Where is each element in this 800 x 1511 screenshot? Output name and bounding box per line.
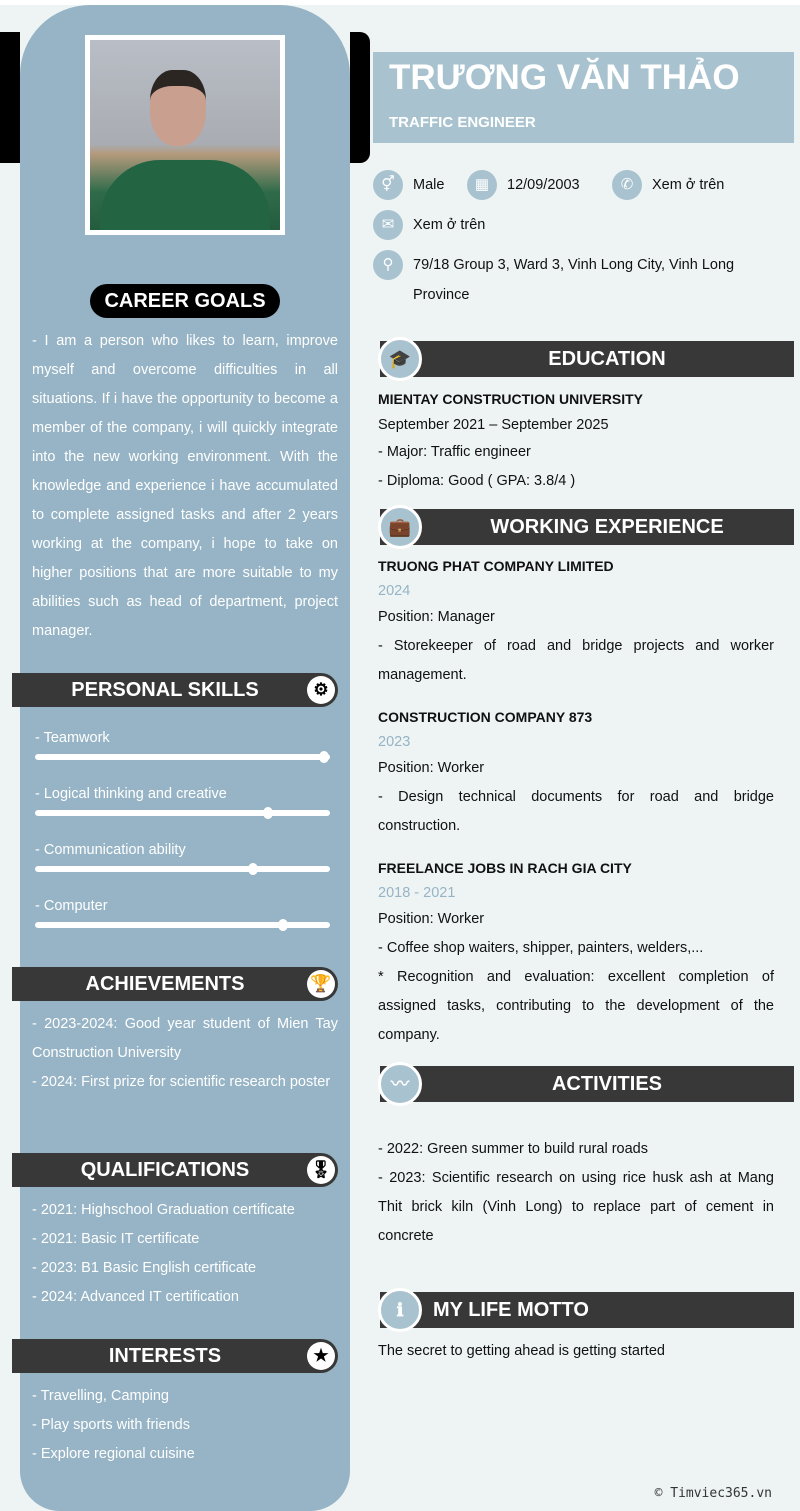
job-description: - Coffee shop waiters, shipper, painters, welders,... [378, 940, 704, 956]
skill-label: - Communication ability [35, 842, 186, 858]
skill-label: - Logical thinking and creative [35, 786, 227, 802]
interest-item: - Explore regional cuisine [32, 1446, 195, 1462]
interests-heading [12, 1339, 338, 1373]
qualification-item: - 2024: Advanced IT certification [32, 1289, 239, 1305]
achievements-title: ACHIEVEMENTS [85, 973, 245, 995]
motto-title: MY LIFE MOTTO [433, 1299, 589, 1321]
skill-slider[interactable] [35, 810, 330, 816]
motto-text: The secret to getting ahead is getting started [378, 1343, 665, 1359]
job-period: 2018 - 2021 [378, 885, 456, 901]
gender-value: Male [413, 177, 445, 193]
birthday-value: 12/09/2003 [507, 177, 580, 193]
achievement-item: - 2024: First prize for scientific research poster [32, 1074, 331, 1090]
interest-item: - Play sports with friends [32, 1417, 190, 1433]
job-description: - Design technical documents for road and bridge construction. [378, 789, 774, 834]
education-heading [380, 341, 794, 377]
activities-title: ACTIVITIES [551, 1073, 662, 1095]
motto-heading [380, 1292, 794, 1328]
decor-bar-left [0, 32, 20, 163]
candidate-name: TRƯƠNG VĂN THẢO [389, 58, 740, 97]
qualification-item: - 2023: B1 Basic English certificate [32, 1260, 257, 1276]
school-name: MIENTAY CONSTRUCTION UNIVERSITY [378, 391, 643, 407]
interests-list [32, 1382, 195, 1469]
qualifications-title: QUALIFICATIONS [80, 1159, 250, 1181]
qualification-item: - 2021: Highschool Graduation certificate [32, 1202, 295, 1218]
email-value: Xem ở trên [413, 217, 486, 233]
job-position: Position: Manager [378, 609, 495, 625]
job-company: CONSTRUCTION COMPANY 873 [378, 709, 593, 725]
phone-icon: ✆ [612, 170, 642, 200]
activities-text: - 2022: Green summer to build rural roads - 2023: Scientific research on using rice husk ash at Mang Thit brick kiln (Vinh Long) to replace part of cement in concrete [378, 1141, 774, 1244]
skills-title: PERSONAL SKILLS [71, 679, 259, 701]
header-band [373, 52, 794, 143]
job-period: 2023 [378, 734, 411, 750]
qualifications-list [32, 1196, 295, 1312]
phone-value: Xem ở trên [652, 177, 725, 193]
profile-photo [85, 35, 285, 235]
career-goals-heading: CAREER GOALS [90, 284, 280, 318]
email-icon: ✉ [373, 210, 403, 240]
skill-slider-knob[interactable] [263, 807, 273, 819]
info-icon: ℹ [378, 1288, 422, 1332]
interests-title: INTERESTS [108, 1345, 222, 1367]
briefcase-icon: 💼 [378, 505, 422, 549]
skill-slider[interactable] [35, 754, 330, 760]
skill-slider[interactable] [35, 866, 330, 872]
education-line: - Diploma: Good ( GPA: 3.8/4 ) [378, 473, 576, 489]
address-value: 79/18 Group 3, Ward 3, Vinh Long City, Vinh Long Province [413, 257, 735, 303]
job-position: Position: Worker [378, 911, 485, 927]
job-period: 2024 [378, 583, 411, 599]
experience-heading [380, 509, 794, 545]
education-title: EDUCATION [548, 348, 666, 370]
job-company: TRUONG PHAT COMPANY LIMITED [378, 558, 614, 574]
job-description: - Storekeeper of road and bridge projects and worker management. [378, 638, 774, 683]
job-recognition: * Recognition and evaluation: excellent completion of assigned tasks, contributing to the development of the company. [378, 969, 774, 1043]
qualification-item: - 2021: Basic IT certificate [32, 1231, 200, 1247]
skill-label: - Computer [35, 898, 108, 914]
star-icon: ★ [307, 1342, 335, 1370]
achievement-item: - 2023-2024: Good year student of Mien Tay Construction University [32, 1016, 338, 1061]
career-goals-text: - I am a person who likes to learn, improve myself and overcome difficulties in all situations. If i have the opportunity to become a member of the company, i will quickly integrate into the new working environment. With the knowledge and experience i have accumulated to complete assigned tasks and after 2 years working at the company, i hope to take on higher positions that are more suitable to my abilities such as head of department, project manager. [32, 333, 338, 639]
job-position: Position: Worker [378, 760, 485, 776]
interest-item: - Travelling, Camping [32, 1388, 169, 1404]
achievements-list [32, 1010, 338, 1097]
education-line: - Major: Traffic engineer [378, 444, 531, 460]
location-icon: ⚲ [373, 250, 403, 280]
calendar-icon: ▦ [467, 170, 497, 200]
experience-title: WORKING EXPERIENCE [490, 516, 724, 538]
decor-bar-right [350, 32, 370, 163]
medal-icon: 🎖 [307, 1156, 335, 1184]
skills-heading [12, 673, 338, 707]
graduation-cap-icon: 🎓 [378, 337, 422, 381]
skill-slider-knob[interactable] [278, 919, 288, 931]
skill-label: - Teamwork [35, 730, 110, 746]
skill-slider[interactable] [35, 922, 330, 928]
pulse-icon: 〰 [378, 1062, 422, 1106]
job-company: FREELANCE JOBS IN RACH GIA CITY [378, 860, 632, 876]
achievements-heading [12, 967, 338, 1001]
job-entry [378, 554, 774, 690]
education-section [378, 386, 774, 496]
activities-heading [380, 1066, 794, 1102]
job-entry [378, 705, 774, 841]
education-period: September 2021 – September 2025 [378, 417, 609, 433]
job-title: TRAFFIC ENGINEER [389, 114, 536, 131]
trophy-icon: 🏆 [307, 970, 335, 998]
footer-credit: © Timviec365.vn [654, 1486, 772, 1501]
gear-icon: ⚙ [307, 676, 335, 704]
gender-icon: ⚥ [373, 170, 403, 200]
qualifications-heading [12, 1153, 338, 1187]
job-entry [378, 856, 774, 1050]
